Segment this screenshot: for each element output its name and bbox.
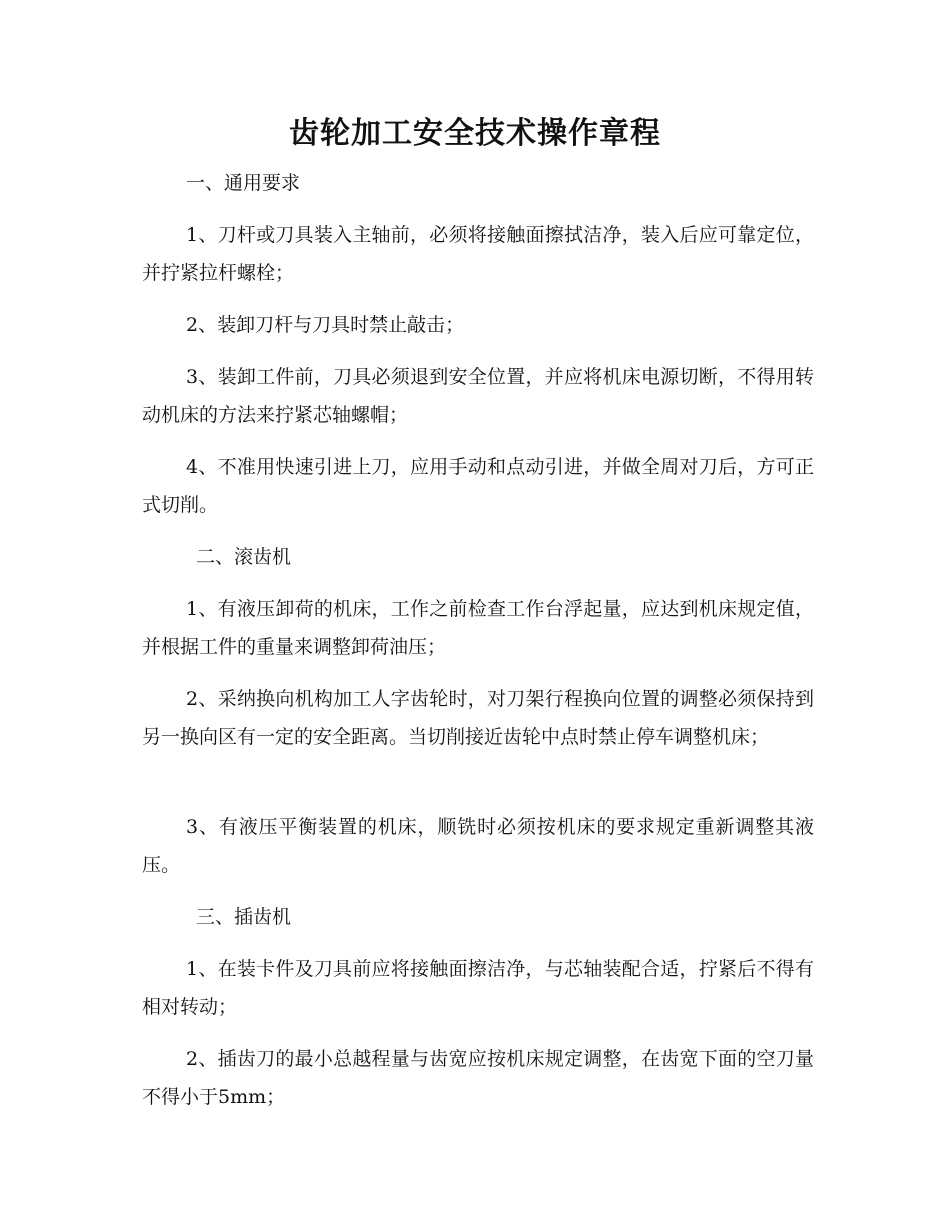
section-heading-general: 一、通用要求 [186,172,301,194]
document-title: 齿轮加工安全技术操作章程 [289,116,661,151]
paragraph: 1、在装卡件及刀具前应将接触面擦洁净，与芯轴装配合适，拧紧后不得有相对转动； [142,958,814,1018]
section-heading-hobbing: 二、滚齿机 [196,546,292,568]
section-heading-shaping: 三、插齿机 [196,906,292,928]
paragraph: 1、有液压卸荷的机床，工作之前检查工作台浮起量，应达到机床规定值，并根据工件的重量来调整卸荷油压； [142,598,814,658]
paragraph: 4、不准用快速引进上刀，应用手动和点动引进，并做全周对刀后，方可正式切削。 [142,456,814,516]
paragraph: 2、装卸刀杆与刀具时禁止敲击； [186,314,465,336]
paragraph: 1、刀杆或刀具装入主轴前，必须将接触面擦拭洁净，装入后应可靠定位，并拧紧拉杆螺栓； [142,224,814,284]
paragraph: 2、插齿刀的最小总越程量与齿宽应按机床规定调整，在齿宽下面的空刀量不得小于5mm； [142,1048,814,1108]
paragraph: 2、采纳换向机构加工人字齿轮时，对刀架行程换向位置的调整必须保持到另一换向区有一定的安全距离。当切削接近齿轮中点时禁止停车调整机床； [142,688,814,748]
paragraph: 3、装卸工件前，刀具必须退到安全位置，并应将机床电源切断，不得用转动机床的方法来拧紧芯轴螺帽； [142,366,814,426]
paragraph: 3、有液压平衡装置的机床，顺铣时必须按机床的要求规定重新调整其液压。 [142,816,814,876]
